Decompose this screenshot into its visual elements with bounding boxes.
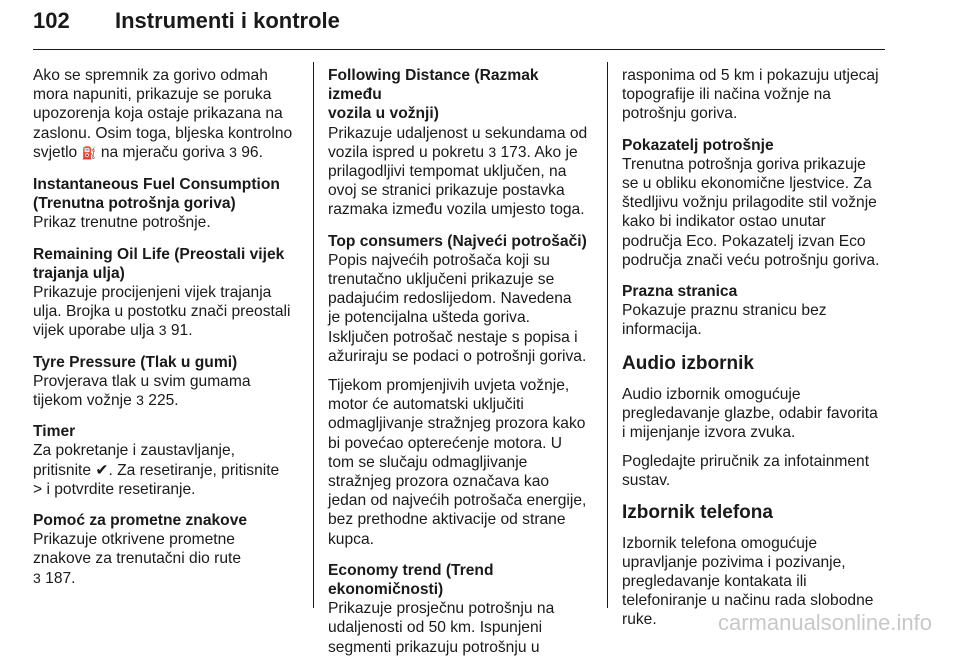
text-line: sustav.	[622, 472, 671, 490]
top-consumers-section	[328, 232, 596, 549]
text-segment: na mjeraču goriva	[96, 143, 230, 161]
text-line: tom se slučaju odmagljivanje	[328, 453, 528, 471]
page-ref-icon: 3	[136, 392, 144, 409]
text-line: trenutačno uključeni prikazuje se	[328, 271, 555, 289]
text-line	[33, 391, 301, 410]
empty-page-section	[622, 282, 890, 340]
text-line	[33, 569, 301, 588]
text-line: Ako se spremnik za gorivo odmah	[33, 67, 268, 84]
page-ref-link[interactable]: 225.	[148, 392, 179, 410]
checkmark-icon: ✔	[95, 461, 109, 479]
section-heading: ekonomičnosti)	[328, 581, 444, 599]
text-line: Prikazuje udaljenost u sekundama od	[328, 124, 588, 142]
text-line: Prikazuje procijenjeni vijek trajanja	[33, 284, 272, 302]
text-line: prilagodljivi tempomat uključen, na	[328, 163, 567, 181]
page-ref-link[interactable]: 91.	[170, 322, 193, 340]
text-line: jedan od najvećih potrošača energije,	[328, 492, 587, 510]
text-segment: Ako je	[530, 143, 578, 161]
text-segment: . Za resetiranje, pritisnite	[108, 461, 280, 479]
section-heading: trajanja ulja)	[33, 264, 125, 282]
text-line: ovoj se stranici prikazuje postavka	[328, 182, 565, 200]
text-line	[328, 143, 596, 162]
column-2	[328, 66, 596, 669]
text-line: stražnjeg prozora označava kao	[328, 473, 550, 491]
audio-menu-heading: Audio izbornik	[622, 352, 754, 374]
text-line: odmagljivanje stražnjeg prozora kako	[328, 415, 586, 433]
text-segment: vozila ispred u pokretu	[328, 143, 489, 161]
oil-life-section	[33, 245, 301, 341]
text-line: segmenti prikazuju potrošnju u	[328, 638, 540, 656]
section-heading: Tyre Pressure (Tlak u gumi)	[33, 353, 238, 371]
section-heading: Instantaneous Fuel Consumption	[33, 176, 280, 194]
section-heading: Following Distance (Razmak između	[328, 67, 539, 104]
page-ref-link[interactable]: 173.	[500, 143, 531, 161]
text-line: područja znači veću potrošnju goriva.	[622, 251, 880, 269]
text-segment: i potvrdite resetiranje.	[42, 480, 196, 498]
section-heading: (Trenutna potrošnja goriva)	[33, 195, 236, 213]
column-1	[33, 66, 301, 600]
text-line: se u obliku ekonomične ljestvice. Za	[622, 175, 872, 193]
text-segment: svjetlo	[33, 143, 82, 161]
column-3	[622, 66, 890, 630]
phone-menu-heading: Izbornik telefona	[622, 501, 773, 523]
economy-trend-continued	[622, 66, 890, 124]
text-line: telefoniranje u načinu rada slobodne	[622, 592, 874, 610]
text-line: padajućim redoslijedom. Navedena	[328, 290, 572, 308]
watermark: carmanualsonline.info	[717, 610, 932, 635]
text-line	[33, 480, 301, 499]
section-heading: Timer	[33, 423, 76, 441]
fuel-warning-paragraph	[33, 66, 301, 163]
page-ref-icon: 3	[488, 143, 497, 160]
text-line: Prikazuje prosječnu potrošnju na	[328, 600, 555, 618]
text-line: rasponima od 5 km i pokazuju utjecaj	[622, 67, 879, 84]
text-line	[33, 321, 301, 340]
text-line: bez prethodne aktivacije od strane	[328, 511, 566, 529]
text-line: područja Eco. Pokazatelj izvan Eco	[622, 232, 866, 250]
text-line: motor će automatski uključiti	[328, 396, 524, 414]
paragraph	[328, 376, 596, 549]
text-line: mora napuniti, prikazuje se poruka	[33, 86, 272, 104]
following-distance-section	[328, 66, 596, 220]
page-ref-icon: 3	[229, 143, 237, 160]
text-segment: pritisnite	[33, 461, 96, 479]
text-line: pregledavanje glazbe, odabir favorita	[622, 404, 878, 422]
text-line: Tijekom promjenjivih uvjeta vožnje,	[328, 377, 570, 395]
paragraph	[328, 251, 596, 366]
text-line: udaljenosti od 50 km. Ispunjeni	[328, 619, 543, 637]
text-segment: tijekom vožnje	[33, 392, 137, 410]
text-line: Za pokretanje i zaustavljanje,	[33, 442, 235, 460]
text-segment: vijek uporabe ulja	[33, 322, 159, 340]
text-line: Provjerava tlak u svim gumama	[33, 372, 251, 390]
text-line: i mijenjanje izvora zvuka.	[622, 424, 796, 442]
section-heading: Remaining Oil Life (Preostali vijek	[33, 245, 285, 263]
section-heading: vozila u vožnji)	[328, 105, 439, 123]
text-line: znakove za trenutačni dio rute	[33, 550, 242, 568]
page-header	[33, 8, 885, 46]
text-line: Prikaz trenutne potrošnje.	[33, 214, 211, 232]
page-ref-icon: 3	[33, 569, 41, 586]
section-heading: Economy trend (Trend	[328, 561, 494, 579]
consumption-indicator-section	[622, 136, 890, 270]
header-rule	[33, 49, 885, 50]
text-line: zaslonu. Osim toga, bljeska kontrolno	[33, 124, 293, 142]
text-line: Trenutna potrošnja goriva prikazuje	[622, 155, 866, 173]
section-heading: Pomoć za prometne znakove	[33, 512, 248, 530]
section-heading: Pokazatelj potrošnje	[622, 136, 774, 154]
paragraph	[622, 452, 890, 490]
text-line: informacija.	[622, 321, 702, 339]
text-line: Pogledajte priručnik za infotainment	[622, 453, 870, 471]
text-line: Izbornik telefona omogućuje	[622, 534, 818, 552]
text-line: ulja. Brojka u postotku znači preostali	[33, 303, 291, 321]
traffic-signs-section	[33, 511, 301, 588]
text-line: upozorenja koja ostaje prikazana na	[33, 105, 283, 123]
text-line: topografije ili načina vožnje na	[622, 86, 831, 104]
column-divider-2	[607, 62, 608, 608]
text-line: potrošnju goriva.	[622, 105, 738, 123]
section-heading: Top consumers (Najveći potrošači)	[328, 232, 587, 250]
text-line: ruke.	[622, 611, 657, 629]
column-divider-1	[313, 62, 314, 608]
arrow-right-icon: >	[33, 480, 43, 498]
fuel-pump-icon: ⛽	[81, 145, 97, 160]
text-line: bi povećao opterećenje motora. U	[328, 434, 563, 452]
text-line: Prikazuje otkrivene prometne	[33, 531, 235, 549]
page-ref-icon: 3	[158, 322, 167, 339]
page-ref-link[interactable]: 96.	[241, 143, 263, 161]
page-ref-link[interactable]: 187.	[45, 569, 76, 587]
text-line: kupca.	[328, 530, 374, 548]
text-line: pregledavanje kontakata ili	[622, 573, 807, 591]
timer-section	[33, 422, 301, 499]
page-title: Instrumenti i kontrole	[115, 8, 340, 33]
text-line	[33, 143, 301, 163]
tyre-pressure-section	[33, 353, 301, 411]
page-number: 102	[33, 8, 70, 33]
text-line: štedljivu vožnju prilagodite stil vožnje	[622, 194, 877, 212]
text-line: kako bi indikator ostao unutar	[622, 213, 826, 231]
paragraph	[622, 385, 890, 443]
text-line: upravljanje pozivima i pozivanje,	[622, 553, 846, 571]
text-line: ažuriraju se podaci o potrošnji goriva.	[328, 347, 587, 365]
text-line: Audio izbornik omogućuje	[622, 385, 801, 403]
fuel-consumption-section	[33, 175, 301, 233]
text-line: Pokazuje praznu stranicu bez	[622, 302, 827, 320]
text-line: razmaka između vozila umjesto toga.	[328, 201, 585, 219]
text-line: Popis najvećih potrošača koji su	[328, 251, 550, 269]
section-heading: Prazna stranica	[622, 283, 738, 301]
text-line	[33, 461, 301, 480]
text-line: je potencijalna ušteda goriva.	[328, 309, 530, 327]
economy-trend-section	[328, 561, 596, 657]
text-line: Isključen potrošač nestaje s popisa i	[328, 328, 578, 346]
